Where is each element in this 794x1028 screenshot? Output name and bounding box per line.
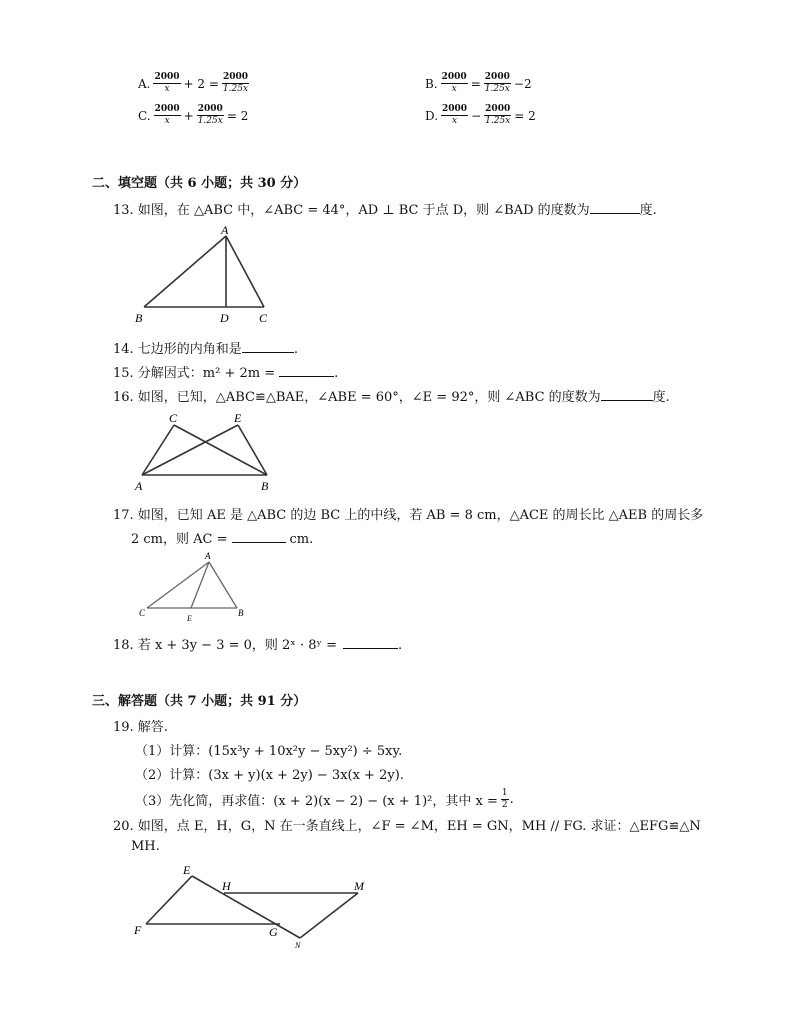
question-13: 13. 如图，在 △ABC 中，∠ABC = 44°，AD ⊥ BC 于点 D，则 ∠BAD 的度数为 度. — [113, 203, 657, 218]
label-b: B — [135, 311, 143, 325]
label-e: E — [234, 411, 242, 425]
label-n: N — [295, 941, 301, 950]
answer-blank — [343, 648, 398, 649]
section-title-solutions: 三、解答题（共 7 小题；共 91 分） — [92, 694, 307, 709]
answer-blank — [279, 376, 334, 377]
fraction: $\frac{2000}{1.25x}$ — [222, 72, 249, 94]
question-16: 16. 如图，已知，△ABC≌△BAE，∠ABE = 60°，∠E = 92°，则 ∠ABC 的度数为 度. — [113, 390, 670, 405]
label-c: C — [139, 608, 146, 618]
answer-blank — [590, 213, 640, 214]
answer-blank — [242, 352, 294, 353]
fraction: $\frac{2000}{x}$ — [442, 104, 468, 126]
label-f: F — [134, 923, 142, 937]
label-e: E — [183, 863, 191, 877]
label-m: M — [354, 879, 364, 893]
segment-ab — [144, 236, 226, 307]
question-19-part1: （1）计算：(15x³y + 10x²y − 5xy²) ÷ 5xy. — [135, 744, 403, 759]
answer-blank — [232, 542, 286, 543]
segment-en — [192, 876, 300, 938]
question-19-part3: （3）先化简，再求值：(x + 2)(x − 2) − (x + 1)²，其中 x = $\frac{1}{2}$ . — [135, 788, 514, 810]
question-20-line1: 20. 如图，点 E，H，G，N 在一条直线上，∠F = ∠M，EH = GN，MH // FG. 求证：△EFG≌△N — [113, 819, 701, 834]
answer-blank — [601, 400, 653, 401]
fraction: $\frac{2000}{x}$ — [154, 104, 180, 126]
figure-q16-triangles — [130, 408, 280, 496]
label-c: C — [169, 411, 178, 425]
question-20-line2: MH. — [131, 839, 160, 854]
figure-q17-triangle — [135, 550, 255, 626]
question-17-line2: 2 cm，则 AC = cm. — [131, 532, 314, 547]
section-title-fill-blank: 二、填空题（共 6 小题；共 30 分） — [92, 176, 307, 191]
label-c: C — [259, 311, 268, 325]
question-19-part2: （2）计算：(3x + y)(x + 2y) − 3x(x + 2y). — [135, 768, 404, 783]
label-g: G — [269, 925, 278, 939]
figure-q13-triangle — [130, 222, 280, 328]
question-19-title: 19. 解答. — [113, 720, 168, 735]
question-15: 15. 分解因式：m² + 2m = . — [113, 366, 339, 381]
label-e: E — [187, 614, 192, 623]
label-d: D — [220, 311, 229, 325]
question-14: 14. 七边形的内角和是 . — [113, 342, 298, 357]
label-a: A — [221, 223, 229, 237]
label-h: H — [222, 879, 231, 893]
fraction: $\frac{2000}{1.25x}$ — [484, 72, 510, 94]
label-a: A — [135, 479, 143, 493]
segment-mn — [300, 893, 358, 938]
fraction-one-half: $\frac{1}{2}$ — [501, 788, 508, 810]
option-c: C. $\frac{2000}{x}$ + $\frac{2000}{1.25x}$ = 2 — [138, 104, 249, 126]
option-d: D. $\frac{2000}{x}$ − $\frac{2000}{1.25x}$ = 2 — [425, 104, 536, 126]
label-a: A — [205, 551, 211, 561]
fraction: $\frac{2000}{1.25x}$ — [197, 104, 223, 126]
fraction: $\frac{2000}{x}$ — [441, 72, 467, 94]
fraction: $\frac{2000}{1.25x}$ — [485, 104, 511, 126]
question-17-line1: 17. 如图，已知 AE 是 △ABC 的边 BC 上的中线，若 AB = 8 cm，△ACE 的周长比 △AEB 的周长多 — [113, 508, 704, 523]
option-b: B. $\frac{2000}{x}$ = $\frac{2000}{1.25x}$ −2 — [425, 72, 532, 94]
fraction: $\frac{2000}{x}$ — [154, 72, 180, 94]
label-b: B — [261, 479, 269, 493]
question-18: 18. 若 x + 3y − 3 = 0，则 2ˣ · 8ʸ = . — [113, 638, 403, 653]
figure-q20-triangles — [128, 862, 378, 952]
segment-ac — [226, 236, 264, 307]
segment-ab — [209, 562, 237, 608]
option-a: A. $\frac{2000}{x}$ + 2 = $\frac{2000}{1.25x}$ — [138, 72, 249, 94]
segment-fe — [146, 876, 192, 924]
segment-ae — [142, 425, 238, 475]
label-b: B — [238, 608, 244, 618]
